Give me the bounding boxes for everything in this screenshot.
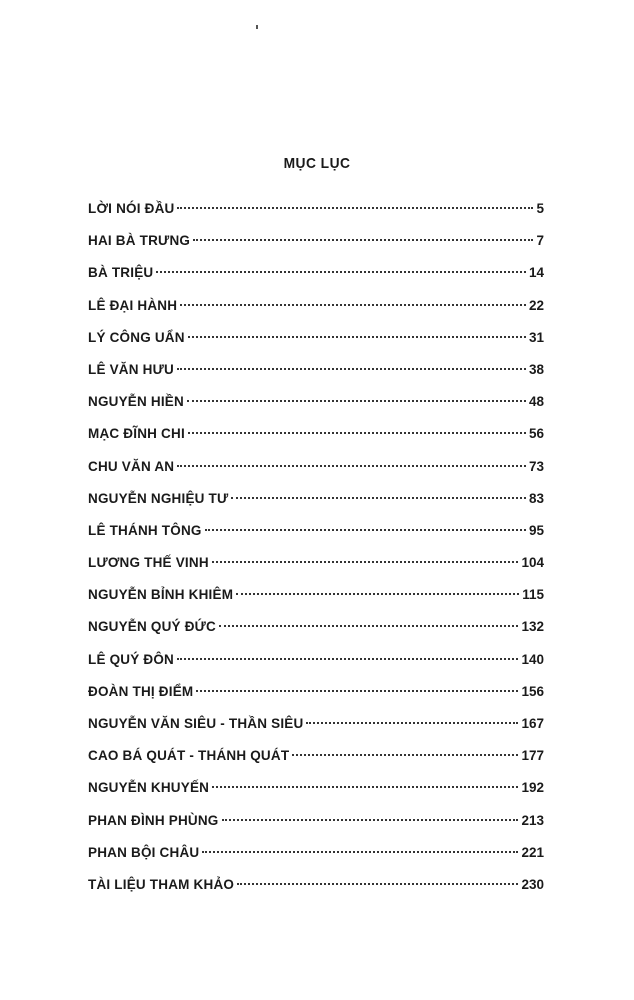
dot-leader (231, 497, 526, 499)
toc-entry (88, 457, 544, 489)
toc-entry-page-number: 213 (521, 812, 544, 828)
toc-list (88, 199, 544, 907)
toc-entry-label: LỜI NÓI ĐẦU (88, 201, 175, 216)
toc-entry-page-number: 48 (528, 394, 544, 410)
toc-entry-page-number: 140 (521, 651, 544, 667)
toc-entry-label: LÊ ĐẠI HÀNH (88, 297, 178, 313)
toc-entry (88, 328, 544, 360)
toc-entry (88, 489, 544, 521)
toc-entry (88, 263, 544, 295)
toc-entry (88, 778, 544, 810)
dot-leader (188, 336, 526, 338)
toc-entry-label: TÀI LIỆU THAM KHẢO (88, 876, 235, 892)
dot-leader (177, 368, 526, 370)
toc-entry-label: CHU VĂN AN (88, 458, 175, 474)
dot-leader (156, 271, 526, 273)
toc-entry (88, 392, 544, 424)
dot-leader (180, 304, 526, 306)
dot-leader (205, 529, 526, 531)
toc-entry-label: PHAN ĐÌNH PHÙNG (88, 812, 219, 828)
toc-entry-page-number: 22 (528, 297, 544, 313)
toc-entry-label: MẠC ĐĨNH CHI (88, 426, 185, 442)
toc-entry-label: PHAN BỘI CHÂU (88, 844, 200, 860)
toc-entry-label: NGUYỄN NGHIỆU TƯ (88, 490, 229, 506)
toc-entry (88, 617, 544, 649)
toc-entry-label: LÝ CÔNG UẨN (88, 329, 185, 345)
dot-leader (219, 625, 518, 627)
toc-entry-label: BÀ TRIỆU (88, 265, 154, 281)
toc-title: MỤC LỤC (283, 155, 351, 172)
dot-leader (187, 400, 526, 402)
dot-leader (306, 722, 518, 724)
toc-entry (88, 424, 544, 456)
dot-leader (212, 561, 519, 563)
toc-entry-page-number: 5 (536, 201, 544, 216)
dot-leader (177, 658, 518, 660)
toc-entry-label: ĐOÀN THỊ ĐIỂM (88, 683, 194, 699)
toc-entry-label: NGUYỄN HIỀN (88, 394, 184, 410)
toc-entry-page-number: 115 (522, 587, 544, 603)
toc-entry-label: CAO BÁ QUÁT - THÁNH QUÁT (88, 748, 290, 764)
dot-leader (196, 690, 518, 692)
toc-entry (88, 231, 544, 263)
toc-entry (88, 199, 544, 231)
toc-entry-page-number: 230 (521, 876, 544, 892)
toc-entry-page-number: 14 (528, 265, 544, 281)
dot-leader (212, 786, 518, 788)
toc-entry (88, 682, 544, 714)
toc-entry-page-number: 177 (521, 748, 544, 764)
toc-entry-label: LÊ QUÝ ĐÔN (88, 651, 175, 667)
toc-entry-page-number: 104 (521, 555, 544, 571)
toc-entry-page-number: 156 (521, 683, 544, 699)
dot-leader (177, 465, 526, 467)
toc-entry-label: LÊ VĂN HƯU (88, 361, 174, 377)
dot-leader (202, 851, 518, 853)
toc-entry-page-number: 83 (528, 490, 544, 506)
toc-entry-page-number: 221 (521, 844, 544, 860)
toc-entry-label: LƯƠNG THẾ VINH (88, 555, 209, 571)
toc-entry (88, 714, 544, 746)
dot-leader (292, 754, 518, 756)
toc-entry (88, 843, 544, 875)
toc-entry-label: HAI BÀ TRƯNG (88, 233, 191, 249)
toc-entry-label: NGUYỄN KHUYẾN (88, 780, 210, 796)
toc-entry-page-number: 132 (521, 619, 544, 635)
toc-entry-page-number: 73 (528, 458, 544, 474)
toc-entry-label: NGUYỄN QUÝ ĐỨC (88, 619, 217, 635)
toc-entry-page-number: 192 (521, 780, 544, 796)
toc-entry (88, 650, 544, 682)
toc-entry-page-number: 56 (528, 426, 544, 442)
toc-entry-page-number: 38 (528, 361, 544, 377)
toc-entry-page-number: 31 (528, 329, 544, 345)
dot-leader (236, 593, 519, 595)
dot-leader (237, 883, 518, 885)
toc-entry (88, 875, 544, 907)
toc-entry (88, 360, 544, 392)
toc-entry-page-number: 7 (536, 233, 544, 249)
toc-entry-page-number: 95 (528, 522, 544, 538)
dot-leader (193, 239, 533, 241)
toc-entry-page-number: 167 (521, 716, 544, 731)
dot-leader (222, 819, 519, 821)
toc-entry-label: NGUYỄN BỈNH KHIÊM (88, 587, 234, 603)
toc-entry (88, 746, 544, 778)
toc-entry-label: NGUYỄN VĂN SIÊU - THẦN SIÊU (88, 716, 304, 731)
toc-entry (88, 553, 544, 585)
dot-leader (177, 207, 533, 209)
toc-entry (88, 811, 544, 843)
toc-entry (88, 585, 544, 617)
toc-entry-label: LÊ THÁNH TÔNG (88, 522, 202, 538)
print-speck (256, 25, 258, 29)
dot-leader (188, 432, 526, 434)
toc-entry (88, 296, 544, 328)
toc-entry (88, 521, 544, 553)
